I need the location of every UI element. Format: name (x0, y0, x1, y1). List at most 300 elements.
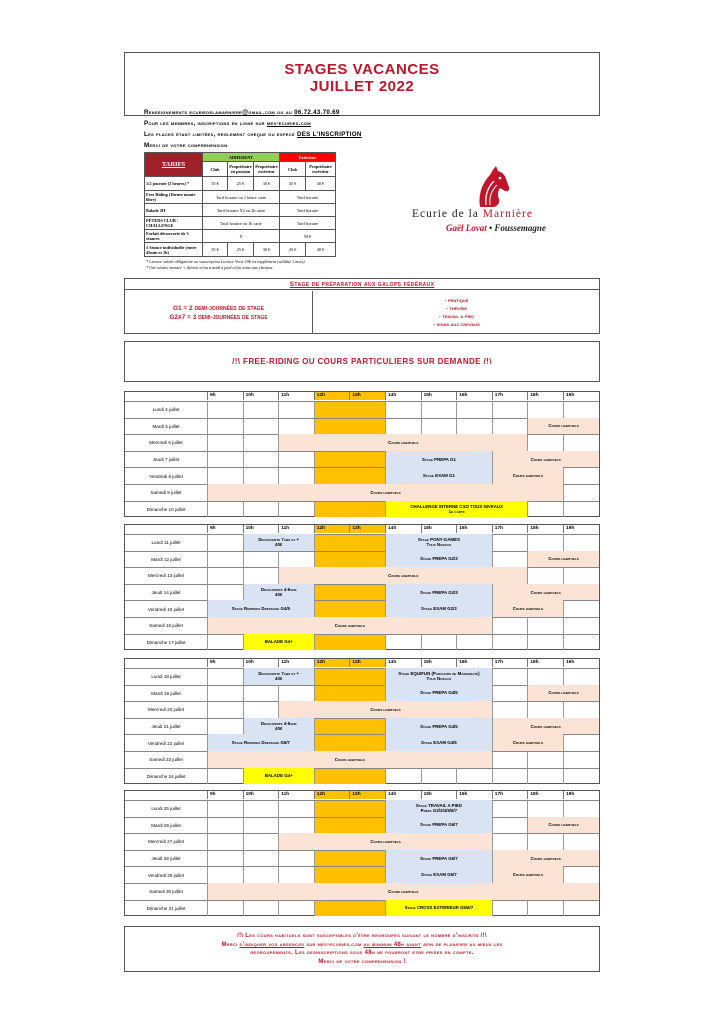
time-slot (492, 834, 528, 850)
time-slot (492, 702, 528, 718)
time-slot (207, 419, 243, 435)
event-title: Decouverte 7ans et + (258, 537, 300, 543)
time-slot (207, 769, 243, 785)
exterieur-header: Extérieur (280, 153, 336, 162)
event-text (335, 757, 365, 762)
event-text (513, 872, 543, 877)
time-slot (207, 801, 243, 817)
info-text: Les places étant limitées, règlement cheque ou espece (144, 131, 297, 138)
schedule-event (492, 584, 599, 601)
day-label: Samedi 9 juillet (150, 490, 182, 496)
schedule-event (527, 817, 598, 834)
event-text (420, 590, 458, 595)
time-slot (563, 752, 599, 768)
time-slot (563, 635, 599, 651)
time-slot (492, 901, 528, 917)
hour-header: 12h (314, 392, 350, 400)
time-slot (563, 702, 599, 718)
footer-text: d'indiquer vos absences (239, 941, 305, 948)
hour-header: 10h (243, 659, 279, 667)
info-line-contact (144, 107, 484, 118)
time-slot (563, 867, 599, 883)
schedule-event (385, 501, 527, 518)
schedule-event (527, 418, 598, 435)
day-label: Vendredi 15 juillet (147, 606, 185, 612)
schedule-event (492, 467, 563, 484)
phone-number: 06.72.43.70.69 (294, 109, 340, 116)
price-cell: Tarif horaire ou 1 heure carte (203, 191, 280, 204)
hour-header: 19h (563, 392, 599, 400)
day-row (125, 800, 599, 817)
time-slot (563, 502, 599, 518)
day-row (125, 900, 599, 917)
price-cell: 35 € (203, 177, 228, 191)
hour-header: 10h (243, 791, 279, 799)
schedule-event (243, 584, 314, 601)
day-label: Dimanche 17 juillet (146, 639, 186, 645)
price-cell: Tarif horaire (280, 204, 336, 217)
time-slot (527, 669, 563, 685)
freeride-banner: /!\ FREE-RIDING OU COURS PARTICULIERS SUR DEMANDE /!\ (124, 341, 600, 382)
hour-header: 18h (527, 525, 563, 533)
event-text (531, 724, 561, 729)
footer-box (124, 926, 600, 972)
hour-header: 11h (278, 659, 314, 667)
day-label: Mercredi 6 juillet (149, 440, 183, 446)
galop-item: - travail a pied (438, 313, 475, 320)
event-text (531, 856, 561, 861)
schedule-event (243, 718, 314, 735)
footer-line: Merci de votre comprehension ! (318, 958, 406, 965)
event-text (513, 606, 543, 611)
day-label: Mardi 5 juillet (152, 423, 180, 429)
time-slot (492, 552, 528, 568)
logo-subtitle (446, 223, 546, 233)
time-slot (207, 552, 243, 568)
time-slot (207, 719, 243, 735)
row-label: Free Riding (1heure monte libre) (145, 191, 203, 204)
event-title: Cours habituels (512, 872, 543, 878)
event-title: Stage PREPA G6/7 (420, 855, 458, 861)
schedule-event (492, 866, 563, 883)
hour-header: 9h (207, 791, 243, 799)
time-slot (243, 686, 279, 702)
time-slot (527, 702, 563, 718)
price-cell: 45 € (280, 177, 306, 191)
time-slot (492, 635, 528, 651)
schedule-event (385, 866, 492, 883)
event-subtitle: 40€ (275, 676, 283, 682)
event-text (420, 690, 458, 695)
time-slot (456, 402, 492, 418)
event-text (405, 905, 474, 910)
event-title: Cours habituels (370, 838, 401, 844)
schedule-event (385, 467, 492, 484)
hour-header: 16h (456, 525, 492, 533)
day-label: Samedi 30 juillet (149, 889, 183, 895)
event-title: Stage Reprises Dressage G6/7 (231, 740, 291, 746)
time-slot (527, 801, 563, 817)
time-slot (385, 635, 421, 651)
event-text (421, 872, 457, 877)
schedule-event (207, 600, 314, 617)
event-title: Cours habituels (530, 723, 561, 729)
hour-header: 9h (207, 392, 243, 400)
galop-title: Stage de préparation aux galops fédéraux (125, 279, 599, 290)
schedule-event (207, 883, 599, 900)
hour-header: 11h (278, 525, 314, 533)
time-slot (527, 752, 563, 768)
footer-line: /!\ Les cours habituels sont susceptibles d'être regroupés suivant le nombre d'inscrits /!\ (237, 933, 487, 939)
time-slot (207, 468, 243, 484)
time-slot (527, 568, 563, 584)
time-slot (243, 452, 279, 468)
event-text (258, 537, 299, 547)
time-slot (207, 502, 243, 518)
event-title: Cours habituels (388, 572, 419, 578)
hour-header: 11h (278, 791, 314, 799)
time-slot (243, 468, 279, 484)
time-slot (527, 635, 563, 651)
hour-header: 17h (492, 791, 528, 799)
price-cell: Tarif horaire (280, 191, 336, 204)
galop-right (313, 291, 600, 334)
info-text: Pour les membres, inscriptions en ligne sur (144, 120, 267, 127)
time-slot (421, 419, 457, 435)
schedule-event (278, 701, 492, 718)
time-slot (563, 468, 599, 484)
day-label: Mardi 19 juillet (151, 690, 181, 696)
event-text (420, 556, 458, 561)
email-link[interactable]: ecuriedelamarniere@gmail.com (189, 109, 276, 116)
website-link[interactable]: mes-ecuries.com (317, 941, 362, 948)
hour-header: 12h (314, 659, 350, 667)
event-title: Stage PREPA G4/5 (420, 690, 458, 696)
event-title: Stage PONY-GAMES (417, 537, 460, 543)
event-subtitle: Tous Niveaux (426, 542, 452, 548)
galop-item: - pratique (444, 297, 469, 304)
hour-header: 14h (385, 659, 421, 667)
time-slot (385, 419, 421, 435)
website-link[interactable]: mes-ecuries.com (266, 120, 311, 127)
time-slot (207, 535, 243, 551)
time-slot (492, 752, 528, 768)
day-label: Jeudi 7 juillet (152, 457, 180, 463)
schedule-event (385, 900, 492, 917)
time-slot (207, 669, 243, 685)
event-title: Stage PREPA G2/3 (420, 556, 458, 562)
event-text (370, 490, 400, 495)
hour-header: 13h (349, 392, 385, 400)
hour-header: 13h (349, 525, 385, 533)
event-title: Cours habituels (370, 489, 401, 495)
event-title: Stage PREPA G4/5 (420, 723, 458, 729)
hour-header: 12h (314, 791, 350, 799)
time-slot (243, 402, 279, 418)
event-text (420, 822, 458, 827)
time-slot (207, 402, 243, 418)
event-text (513, 740, 543, 745)
event-title: BALADE G4+ (264, 773, 293, 779)
schedule-event (278, 567, 527, 584)
info-emphasis: DES L'INSCRIPTION (296, 131, 362, 138)
col-header: Club (280, 162, 306, 177)
event-text (531, 590, 561, 595)
event-title: Stage TRAVAIL A PIED (415, 803, 462, 809)
hour-header: 14h (385, 525, 421, 533)
event-text (232, 606, 290, 611)
day-row (125, 768, 599, 785)
time-slot (421, 769, 457, 785)
event-text (420, 724, 458, 729)
time-slot (207, 818, 243, 834)
event-title: Cours habituels (548, 423, 579, 429)
day-label: Vendredi 29 juillet (147, 872, 185, 878)
horse-head-icon (472, 165, 512, 209)
hour-header: 17h (492, 392, 528, 400)
footer-line: regroupements. Les desinscriptions sous 48h ne pourront etre prises en compte. (250, 950, 474, 956)
price-cell: 30 € (254, 243, 280, 257)
time-slot (207, 851, 243, 867)
schedule-event (492, 734, 563, 751)
page-subtitle: JUILLET 2022 (309, 78, 415, 95)
event-text (422, 457, 456, 462)
page-title: STAGES VACANCES (284, 61, 440, 78)
time-slot (243, 419, 279, 435)
event-title: Cours habituels (548, 822, 579, 828)
time-slot (278, 452, 314, 468)
hour-header: 16h (456, 791, 492, 799)
week-schedule (124, 790, 600, 916)
schedule-event (207, 734, 314, 751)
time-slot (421, 635, 457, 651)
hour-header: 14h (385, 392, 421, 400)
price-cell: 30 € (254, 177, 280, 191)
schedule-event (243, 668, 314, 685)
galop-box (124, 278, 600, 334)
info-block (144, 107, 484, 151)
schedule-event (278, 833, 492, 850)
price-cell: 50 € (280, 230, 336, 243)
logo-text: Foussemagne (494, 223, 546, 233)
time-slot (243, 502, 279, 518)
row-label: 1/2 journée (3 heures) * (145, 177, 203, 191)
event-text (531, 457, 561, 462)
hour-header: 16h (456, 659, 492, 667)
footer-text: afin de planifier au mieux les (421, 941, 503, 948)
logo-text: Gaël Lovat (446, 223, 487, 233)
event-title: Cours habituels (530, 855, 561, 861)
event-text (398, 671, 479, 681)
hour-header: 17h (492, 525, 528, 533)
price-cell: X (203, 230, 280, 243)
info-text: ou au (275, 109, 295, 116)
event-subtitle: Prépa G2/3/4/5/6/7 (420, 808, 458, 814)
price-cell: 40 € (306, 177, 336, 191)
event-title: Stage Reprises Dressage G4/5 (231, 606, 291, 612)
day-label: Jeudi 21 juillet (151, 724, 181, 730)
event-text (388, 440, 418, 445)
event-text (265, 639, 293, 644)
time-slot (243, 851, 279, 867)
hour-header: 10h (243, 525, 279, 533)
footer-text: au minimum 48h avant (363, 941, 421, 948)
time-slot (527, 618, 563, 634)
day-label: Vendredi 22 juillet (147, 740, 185, 746)
hour-header: 17h (492, 659, 528, 667)
time-slot (563, 618, 599, 634)
tarifs-notes (146, 259, 305, 270)
schedule-event (385, 451, 492, 468)
time-slot (492, 686, 528, 702)
schedule-event (243, 534, 314, 551)
event-title: Cours habituels (388, 888, 419, 894)
schedule-event (385, 800, 492, 817)
day-row (125, 534, 599, 551)
event-title: Cours habituels (530, 456, 561, 462)
schedule-event (243, 768, 314, 785)
week-schedule (124, 391, 600, 517)
day-row (125, 401, 599, 418)
time-slot (492, 669, 528, 685)
time-slot (492, 535, 528, 551)
week-schedule (124, 658, 600, 784)
time-slot (278, 468, 314, 484)
event-text (335, 623, 365, 628)
time-slot (207, 452, 243, 468)
time-slot (421, 402, 457, 418)
hour-header: 13h (349, 659, 385, 667)
time-slot (563, 568, 599, 584)
schedule-event (492, 600, 563, 617)
price-cell: 40 € (306, 243, 336, 257)
time-slot (492, 419, 528, 435)
time-slot (492, 801, 528, 817)
galop-line: G2à7 = 3 demi-journées de stage (169, 313, 268, 321)
schedule-event (207, 617, 492, 634)
hour-header: 18h (527, 791, 563, 799)
info-line-online (144, 118, 484, 129)
event-subtitle: 40€ (275, 542, 283, 548)
event-title: CHALLENGE INTERNE CSO TOUS NIVEAUX (410, 503, 503, 509)
event-subtitle: 40€ (275, 592, 283, 598)
event-title: Stage PREPA G2/3 (420, 589, 458, 595)
event-text (548, 556, 578, 561)
schedule-event (385, 600, 492, 617)
schedule-event (385, 685, 492, 702)
event-title: Cours habituels (512, 740, 543, 746)
event-title: Cours habituels (548, 690, 579, 696)
schedule-event (385, 850, 492, 867)
hour-header: 12h (314, 525, 350, 533)
day-label: Dimanche 10 juillet (146, 506, 186, 512)
info-line-payment (144, 129, 484, 140)
time-slot (243, 801, 279, 817)
time-slot (243, 702, 279, 718)
event-text (265, 773, 293, 778)
col-header: Propriétaire extérieur (254, 162, 280, 177)
event-text (232, 740, 290, 745)
event-title: Cours habituels (530, 589, 561, 595)
day-label: Lundi 18 juillet (151, 674, 181, 680)
price-cell: 25 € (228, 243, 254, 257)
day-label: Mardi 12 juillet (151, 556, 181, 562)
day-label: Mercredi 27 juillet (148, 839, 184, 845)
day-label: Jeudi 14 juillet (151, 590, 181, 596)
time-slot (527, 402, 563, 418)
hour-header: 11h (278, 392, 314, 400)
event-title: Stage EXAM G2/3 (421, 606, 457, 612)
event-text (420, 856, 458, 861)
time-slot (527, 502, 563, 518)
logo-text: Ecurie de la (412, 208, 483, 220)
time-slot (243, 552, 279, 568)
schedule-event (385, 551, 492, 568)
time-slot (243, 901, 279, 917)
info-line-thanks: Merci de votre compréhension (144, 142, 228, 149)
event-title: Cours habituels (334, 756, 366, 762)
event-text (548, 423, 578, 428)
note-line: * Une séance montée + théorie et/ou travail à pied et/ou soins aux chevaux (146, 264, 273, 270)
time-slot (243, 435, 279, 451)
time-slot (207, 702, 243, 718)
schedule-event (385, 734, 492, 751)
time-slot (527, 901, 563, 917)
day-label: Dimanche 24 juillet (146, 773, 186, 779)
tarifs-table (144, 152, 336, 257)
time-slot (563, 801, 599, 817)
day-label: Lundi 11 juillet (151, 540, 181, 546)
logo-text: Marnière (482, 208, 533, 220)
day-label: Lundi 25 juillet (151, 806, 181, 812)
galop-item: - soins aux chevaux (433, 321, 480, 328)
tarifs-header: TARIFS (145, 153, 203, 177)
time-slot (278, 801, 314, 817)
time-slot (207, 568, 243, 584)
footer-line (221, 941, 502, 950)
event-title: Stage PREPA G6/7 (420, 822, 458, 828)
time-slot (207, 635, 243, 651)
price-cell: Tarif horaire X2 ou 2h carte (203, 204, 280, 217)
time-slot (385, 769, 421, 785)
event-text (370, 839, 400, 844)
time-slot (456, 419, 492, 435)
time-slot (278, 901, 314, 917)
time-slot (207, 686, 243, 702)
event-title: Decouverte 4-6ans (260, 587, 297, 593)
time-slot (207, 585, 243, 601)
hour-header: 19h (563, 791, 599, 799)
time-slot (492, 402, 528, 418)
hour-header: 10h (243, 392, 279, 400)
event-text (513, 473, 543, 478)
time-slot (492, 769, 528, 785)
time-slot (278, 818, 314, 834)
event-text (421, 606, 457, 611)
time-slot (207, 435, 243, 451)
galop-left (125, 291, 313, 334)
galop-line: G1 = 2 demi-journées de stage (172, 304, 265, 312)
event-title: Stage EXAM G1 (422, 473, 455, 479)
event-text (388, 573, 418, 578)
time-slot (207, 867, 243, 883)
day-label: Samedi 23 juillet (149, 757, 183, 763)
event-text (423, 473, 455, 478)
day-label: Jeudi 28 juillet (151, 856, 181, 862)
hour-header: 15h (421, 791, 457, 799)
time-slot (527, 769, 563, 785)
hour-header: 16h (456, 392, 492, 400)
